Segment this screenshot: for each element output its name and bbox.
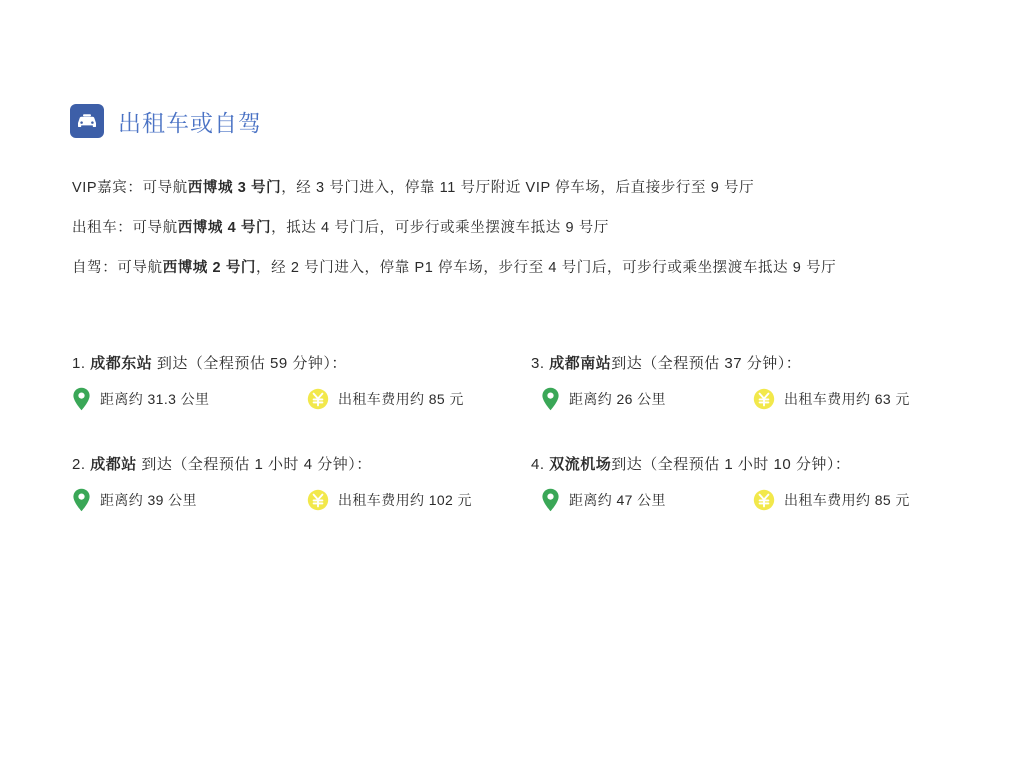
route-index: 4.	[531, 456, 545, 473]
route-index: 1.	[72, 355, 86, 372]
route-distance	[541, 488, 753, 512]
routes-column-left	[72, 352, 522, 552]
route-facts	[541, 387, 987, 411]
route-fare	[753, 489, 910, 511]
route-title-rest: 到达（全程预估 1 小时 10 分钟）：	[611, 456, 851, 473]
instruction-self-drive-prefix: 自驾：可导航	[72, 260, 163, 276]
instruction-self-drive	[72, 248, 972, 288]
map-pin-icon	[541, 488, 560, 512]
instruction-taxi-suffix: ，抵达 4 号门后，可步行或乘坐摆渡车抵达 9 号厅	[271, 220, 609, 236]
instruction-taxi-prefix: 出租车：可导航	[72, 220, 178, 236]
instruction-vip-suffix: ，经 3 号门进入，停靠 11 号厅附近 VIP 停车场，后直接步行至 9 号厅	[281, 180, 755, 196]
route-index: 3.	[531, 355, 545, 372]
yen-coin-icon	[753, 489, 775, 511]
route-fare	[753, 388, 910, 410]
route-item	[527, 352, 987, 411]
route-fare-text: 出租车费用约 63 元	[784, 391, 910, 407]
instruction-self-drive-suffix: ，经 2 号门进入，停靠 P1 停车场，步行至 4 号门后，可步行或乘坐摆渡车抵达 9 号厅	[256, 260, 837, 276]
route-distance	[541, 387, 753, 411]
map-pin-icon	[72, 387, 91, 411]
route-title-rest: 到达（全程预估 37 分钟）：	[611, 355, 802, 372]
instruction-vip-highlight: 西博城 3 号门	[187, 180, 282, 196]
route-fare-text: 出租车费用约 102 元	[338, 492, 472, 508]
route-fare	[307, 489, 472, 511]
route-title	[72, 453, 522, 474]
route-fare-text: 出租车费用约 85 元	[338, 391, 464, 407]
route-title	[72, 352, 522, 373]
instruction-vip-prefix: VIP嘉宾：可导航	[72, 180, 188, 196]
route-fare-text: 出租车费用约 85 元	[784, 492, 910, 508]
route-origin: 双流机场	[549, 456, 612, 473]
route-facts	[72, 488, 522, 512]
route-distance-text: 距离约 47 公里	[569, 492, 666, 508]
instruction-taxi	[72, 208, 972, 248]
yen-coin-icon	[753, 388, 775, 410]
instruction-vip	[72, 168, 972, 208]
section-title: 出租车或自驾	[118, 109, 262, 136]
route-item	[72, 453, 522, 512]
route-title	[531, 453, 987, 474]
route-index: 2.	[72, 456, 86, 473]
yen-coin-icon	[307, 489, 329, 511]
route-title-rest: 到达（全程预估 1 小时 4 分钟）：	[136, 456, 372, 473]
route-origin: 成都站	[90, 456, 137, 473]
route-item	[72, 352, 522, 411]
map-pin-icon	[541, 387, 560, 411]
taxi-icon	[70, 104, 104, 138]
route-distance	[72, 387, 307, 411]
yen-coin-icon	[307, 388, 329, 410]
route-distance-text: 距离约 26 公里	[569, 391, 666, 407]
route-distance	[72, 488, 307, 512]
section-header	[70, 104, 262, 138]
route-title	[531, 352, 987, 373]
routes-column-right	[527, 352, 987, 552]
route-origin: 成都东站	[90, 355, 153, 372]
instruction-self-drive-highlight: 西博城 2 号门	[162, 260, 257, 276]
instructions-block	[72, 168, 972, 288]
route-distance-text: 距离约 39 公里	[100, 492, 197, 508]
map-pin-icon	[72, 488, 91, 512]
route-distance-text: 距离约 31.3 公里	[100, 391, 210, 407]
route-facts	[541, 488, 987, 512]
route-fare	[307, 388, 464, 410]
route-item	[527, 453, 987, 512]
instruction-taxi-highlight: 西博城 4 号门	[177, 220, 272, 236]
route-facts	[72, 387, 522, 411]
route-title-rest: 到达（全程预估 59 分钟）：	[152, 355, 347, 372]
route-origin: 成都南站	[549, 355, 612, 372]
